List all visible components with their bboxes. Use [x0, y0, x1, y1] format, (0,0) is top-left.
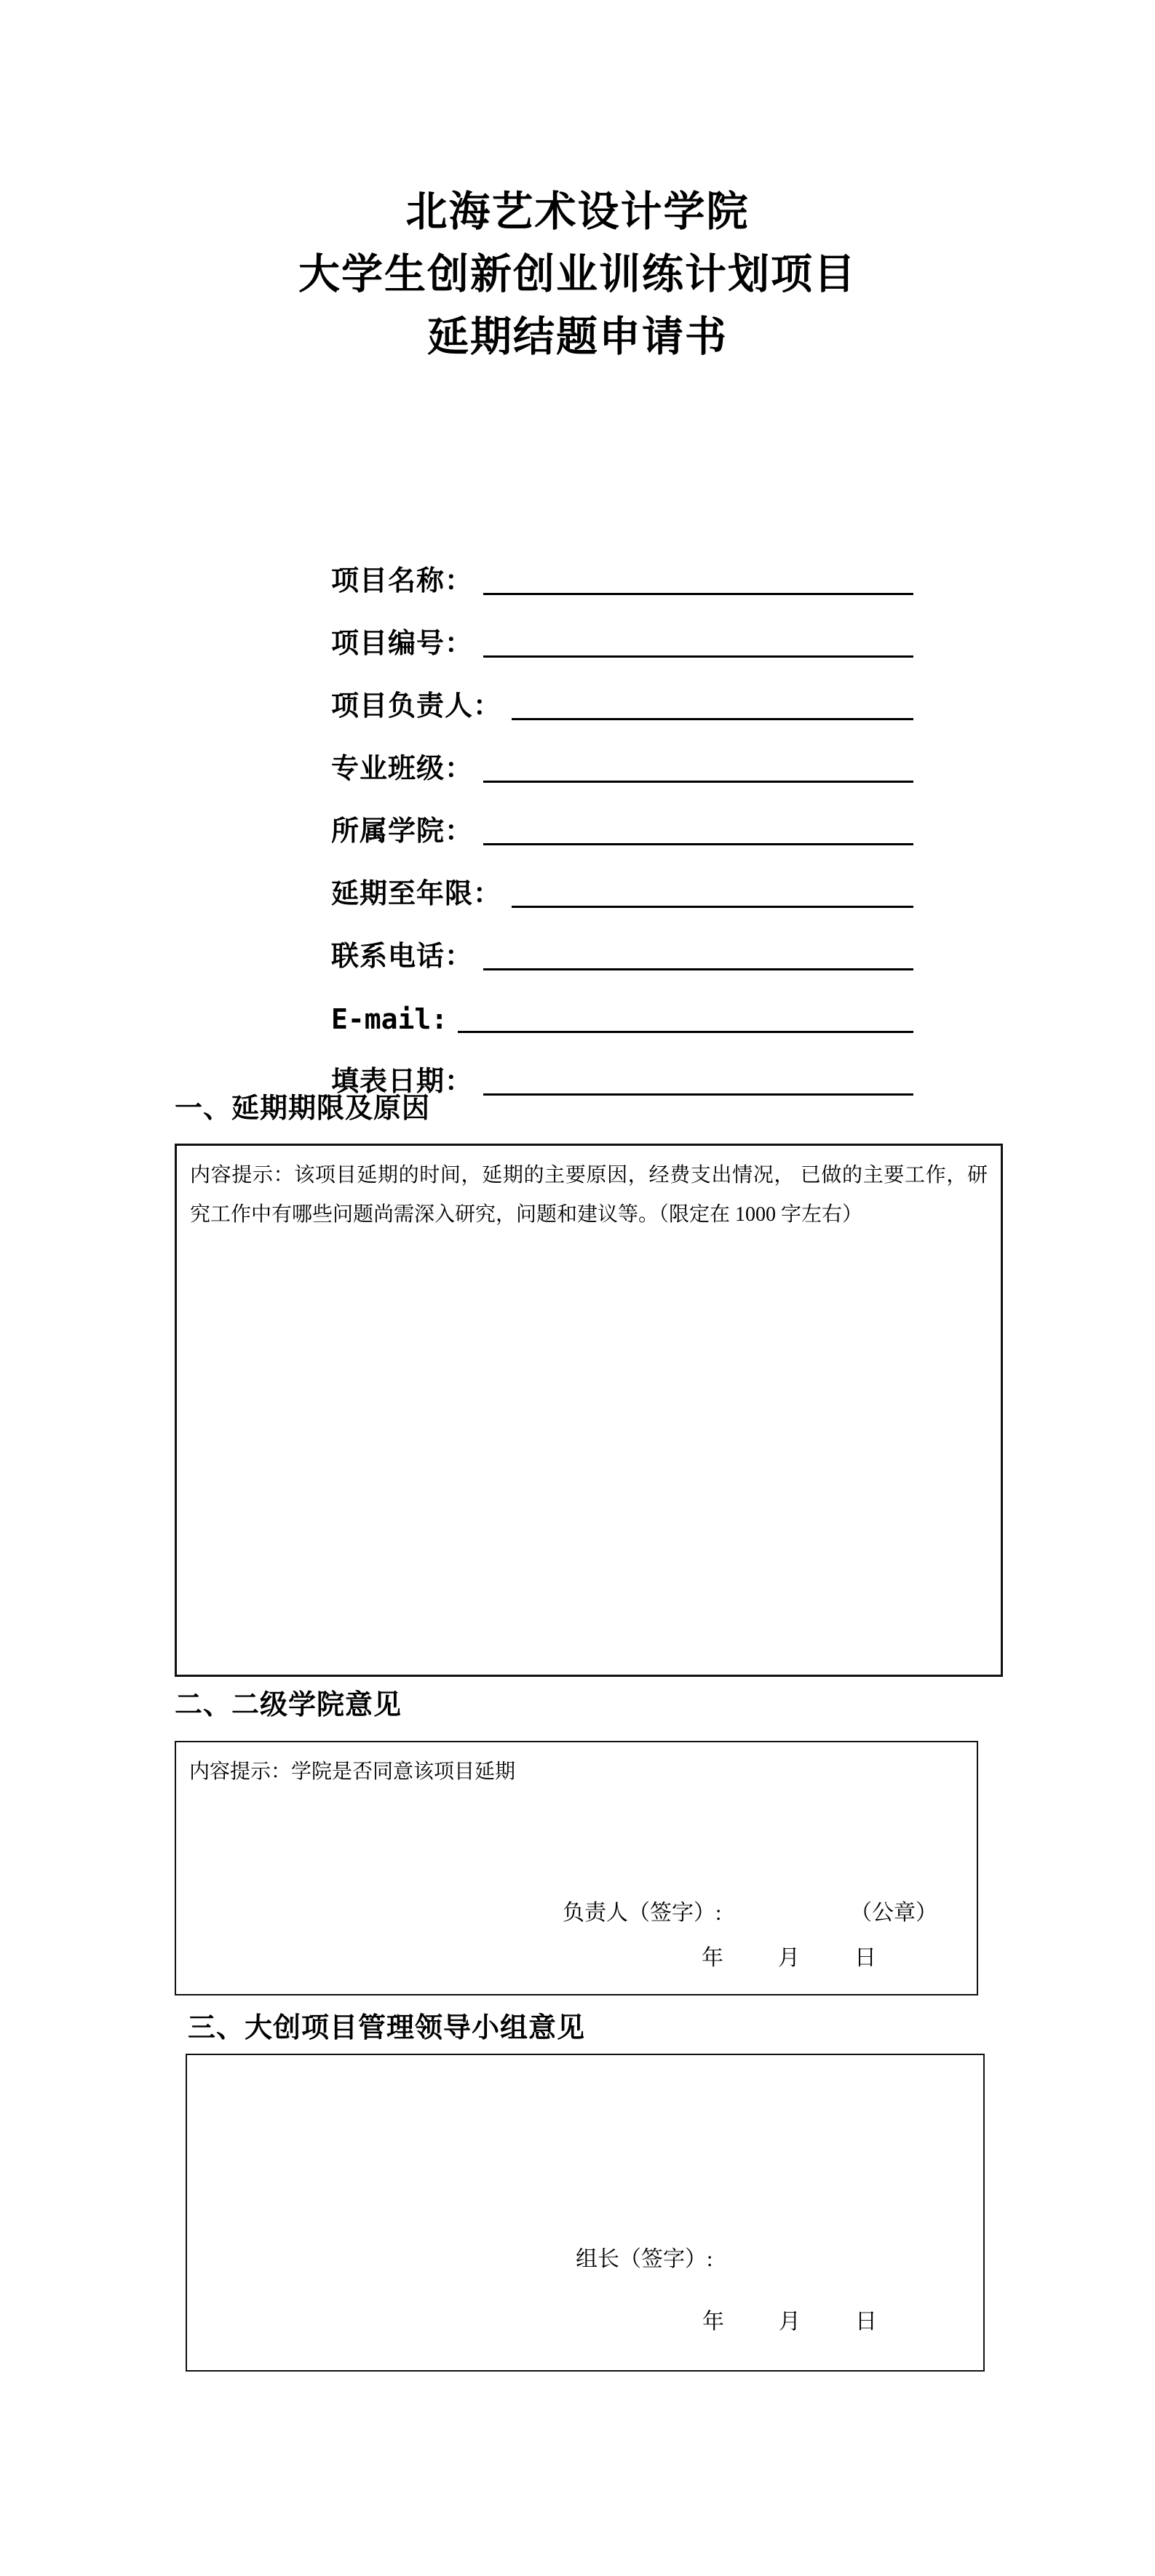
- field-row-college: [331, 814, 913, 849]
- section3-content-box[interactable]: [186, 2054, 985, 2372]
- title-line-program: 大学生创新创业训练计划项目: [298, 251, 857, 298]
- section2-seal-label: （公章）: [850, 1901, 937, 1925]
- phone-label: 联系电话：: [331, 941, 474, 972]
- section3-signature-row: [576, 2247, 794, 2272]
- title-line-form-name: 延期结题申请书: [427, 314, 728, 360]
- project-name-write-line[interactable]: [483, 564, 913, 595]
- section2-date-line: 年 月 日: [702, 1946, 880, 1970]
- project-leader-label: 项目负责人：: [331, 691, 502, 722]
- header-fields: [331, 564, 913, 1127]
- section1-content-box[interactable]: [175, 1144, 1003, 1677]
- project-leader-write-line[interactable]: [512, 689, 913, 720]
- project-number-label: 项目编号：: [331, 629, 474, 659]
- phone-write-line[interactable]: [483, 939, 913, 970]
- section2-signature-row: [563, 1901, 937, 1926]
- field-row-project-leader: [331, 689, 913, 724]
- field-row-extension-year: [331, 877, 913, 912]
- field-row-major-class: [331, 751, 913, 786]
- college-label: 所属学院：: [331, 816, 474, 847]
- field-row-project-number: [331, 626, 913, 661]
- college-write-line[interactable]: [483, 814, 913, 845]
- fill-date-label: 填表日期：: [331, 1066, 474, 1097]
- major-class-label: 专业班级：: [331, 754, 474, 784]
- major-class-write-line[interactable]: [483, 751, 913, 783]
- extension-year-write-line[interactable]: [512, 877, 913, 908]
- field-row-project-name: [331, 564, 913, 599]
- title-line-college: 北海艺术设计学院: [405, 188, 750, 235]
- field-row-email: [331, 1002, 913, 1037]
- section3-signer-label: 组长（签字）:: [576, 2247, 713, 2271]
- section1-heading-extension-reason: 一、延期期限及原因: [175, 1093, 431, 1124]
- project-number-write-line[interactable]: [483, 626, 913, 658]
- section2-content-box[interactable]: [175, 1741, 978, 1995]
- document-title: [0, 180, 1155, 368]
- fill-date-write-line[interactable]: [483, 1064, 913, 1096]
- email-label: E-mail:: [331, 1003, 448, 1035]
- section1-hint-text: 内容提示：该项目延期的时间，延期的主要原因，经费支出情况， 已做的主要工作，研究工作中有哪些问题尚需深入研究，问题和建议等。（限定在 1000 字左右）: [190, 1164, 988, 1226]
- section3-date-line: 年 月 日: [702, 2310, 881, 2334]
- section2-hint-text: 内容提示：学院是否同意该项目延期: [189, 1760, 516, 1783]
- section2-signer-label: 负责人（签字）:: [563, 1901, 722, 1925]
- extension-year-label: 延期至年限：: [331, 879, 502, 909]
- field-row-phone: [331, 939, 913, 974]
- section2-heading-college-opinion: 二、二级学院意见: [175, 1690, 402, 1720]
- section3-heading-leading-group-opinion: 三、大创项目管理领导小组意见: [188, 2013, 586, 2043]
- email-write-line[interactable]: [458, 1002, 913, 1033]
- project-name-label: 项目名称：: [331, 566, 474, 597]
